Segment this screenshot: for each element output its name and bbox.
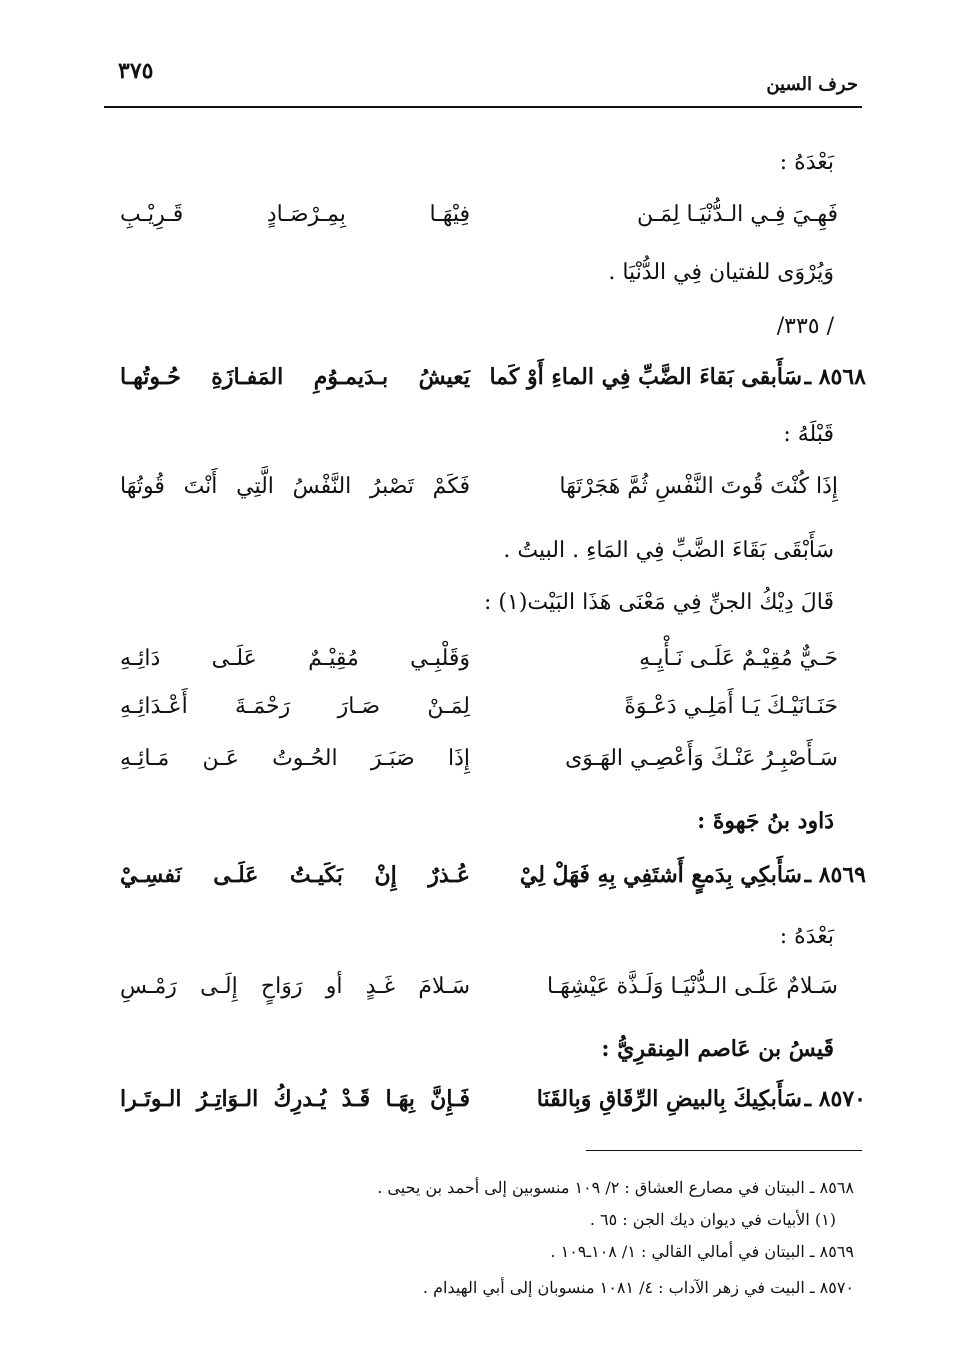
verse-second-hemistich: وَقَلْبِـي مُقِيْـمٌ عَلَـى دَائِـهِ bbox=[120, 646, 470, 671]
verse-first-hemistich: سَأَبكِي بِدَمعٍ أَشتَفِي بِهِ فَهَلْ لِيْ bbox=[519, 862, 802, 888]
text-line: قَالَ دِيْكُ الجنِّ فِي مَعْنَى هَذَا البَيْت(١) : bbox=[484, 590, 834, 615]
verse-first-hemistich: إِذَا كُنْتَ قُوتَ النَّفْسِ ثُمَّ هَجَرْتَهَا bbox=[559, 474, 838, 499]
verse-first-hemistich: سَأَبكِيكَ بِالبيضِ الرِّقَاقِ وَبِالقَنَا bbox=[536, 1086, 802, 1112]
text-label: بَعْدَهُ : bbox=[779, 150, 834, 175]
running-title: حرف السين bbox=[766, 74, 858, 95]
text-line: وَيُرْوَى للفتيان فِي الدُّنْيَا . bbox=[608, 260, 834, 285]
footnote: ٨٥٦٩ ـ البيتان في أمالي القالي : ١/ ١٠٨ـ١٠٩ . bbox=[550, 1242, 854, 1261]
verse-couplet bbox=[112, 644, 866, 678]
verse-couplet bbox=[112, 472, 866, 506]
verse-second-hemistich: يَعيشُ بـدَيمـوُمِ المَفـازَةِ حُـوتُهـا bbox=[120, 364, 470, 390]
verse-couplet bbox=[112, 692, 866, 726]
reference-line: / ٣٣٥/ bbox=[776, 314, 834, 339]
verse-second-hemistich: إِذَا صَبَـرَ الحُـوتُ عَـن مَـائِـهِ bbox=[120, 746, 470, 771]
verse-couplet bbox=[112, 744, 866, 778]
numbered-verse bbox=[112, 362, 866, 396]
numbered-verse bbox=[112, 860, 866, 894]
verse-number: ٨٥٦٨ ـ bbox=[804, 364, 866, 390]
text-label: قَبْلَهُ : bbox=[783, 422, 834, 447]
footnote: ٨٥٦٨ ـ البيتان في مصارع العشاق : ٢/ ١٠٩ منسوبين إلى أحمد بن يحيى . bbox=[377, 1178, 854, 1197]
numbered-verse bbox=[112, 1084, 866, 1118]
poet-name: قَيسُ بن عَاصم المِنقرِيُّ : bbox=[601, 1036, 834, 1062]
verse-number: ٨٥٦٩ ـ bbox=[804, 862, 866, 888]
verse-couplet bbox=[112, 972, 866, 1006]
header-rule bbox=[104, 106, 862, 108]
verse-second-hemistich: عُـذرٌ إِنْ بَكَيـتُ عَلَـى نَفسِـيْ bbox=[120, 862, 470, 888]
verse-second-hemistich: فِيْهَـا بِمِـرْصَـادٍ قَـرِيْـبِ bbox=[120, 202, 470, 227]
text-line: سَأَبْقَى بَقَاءَ الضَّبِّ فِي المَاءِ . البيتُ . bbox=[503, 538, 834, 563]
verse-second-hemistich: لِمَـنْ صَـارَ رَحْمَـةَ أَعْـدَائِـهِ bbox=[120, 694, 470, 719]
footnote: (١) الأبيات في ديوان ديك الجن : ٦٥ . bbox=[589, 1210, 836, 1229]
verse-first-hemistich: فَهِـيَ فِـي الـدُّنْيَـا لِمَـن bbox=[636, 202, 838, 227]
verse-first-hemistich: سَأَبقى بَقاءَ الضَّبِّ فِي الماءِ أَوْ كَما bbox=[489, 364, 802, 390]
page-number: ٣٧٥ bbox=[118, 58, 154, 84]
verse-number: ٨٥٧٠ ـ bbox=[804, 1086, 866, 1112]
text-label: بَعْدَهُ : bbox=[779, 924, 834, 949]
verse-first-hemistich: سَـأَصْبِـرُ عَنْـكَ وَأَعْصِـي الهَـوَى bbox=[565, 746, 838, 771]
footnote: ٨٥٧٠ ـ البيت في زهر الآداب : ٤/ ١٠٨١ منسوبان إلى أبي الهيدام . bbox=[422, 1278, 854, 1297]
verse-second-hemistich: سَـلامَ غَـدٍ أو رَوَاحٍ إِلَـى رَمْـسِ bbox=[120, 974, 470, 999]
verse-first-hemistich: حَـيٌّ مُقِيْـمٌ عَلَـى نَـأْيِـهِ bbox=[639, 646, 838, 671]
verse-first-hemistich: حَنَـانَيْـكَ يَـا أَمَلِـي دَعْـوَةً bbox=[624, 694, 838, 719]
verse-second-hemistich: فَكَمْ تَصْبرُ النَّفْسُ الَّتِي أَنْتَ قُوتُهَا bbox=[120, 474, 470, 499]
verse-couplet bbox=[112, 200, 866, 234]
footnote-rule bbox=[586, 1150, 862, 1151]
poet-name: دَاود بنُ جَهوةَ : bbox=[697, 808, 834, 834]
verse-second-hemistich: فَـإِنَّ بِهَـا قَـدْ يُـدرِكُ الـوَاتِـرُ الـوتَـرا bbox=[120, 1086, 470, 1112]
verse-first-hemistich: سَـلامٌ عَلَـى الـدُّنْيَـا وَلَـذَّة عَيْشِهَـا bbox=[546, 974, 838, 999]
